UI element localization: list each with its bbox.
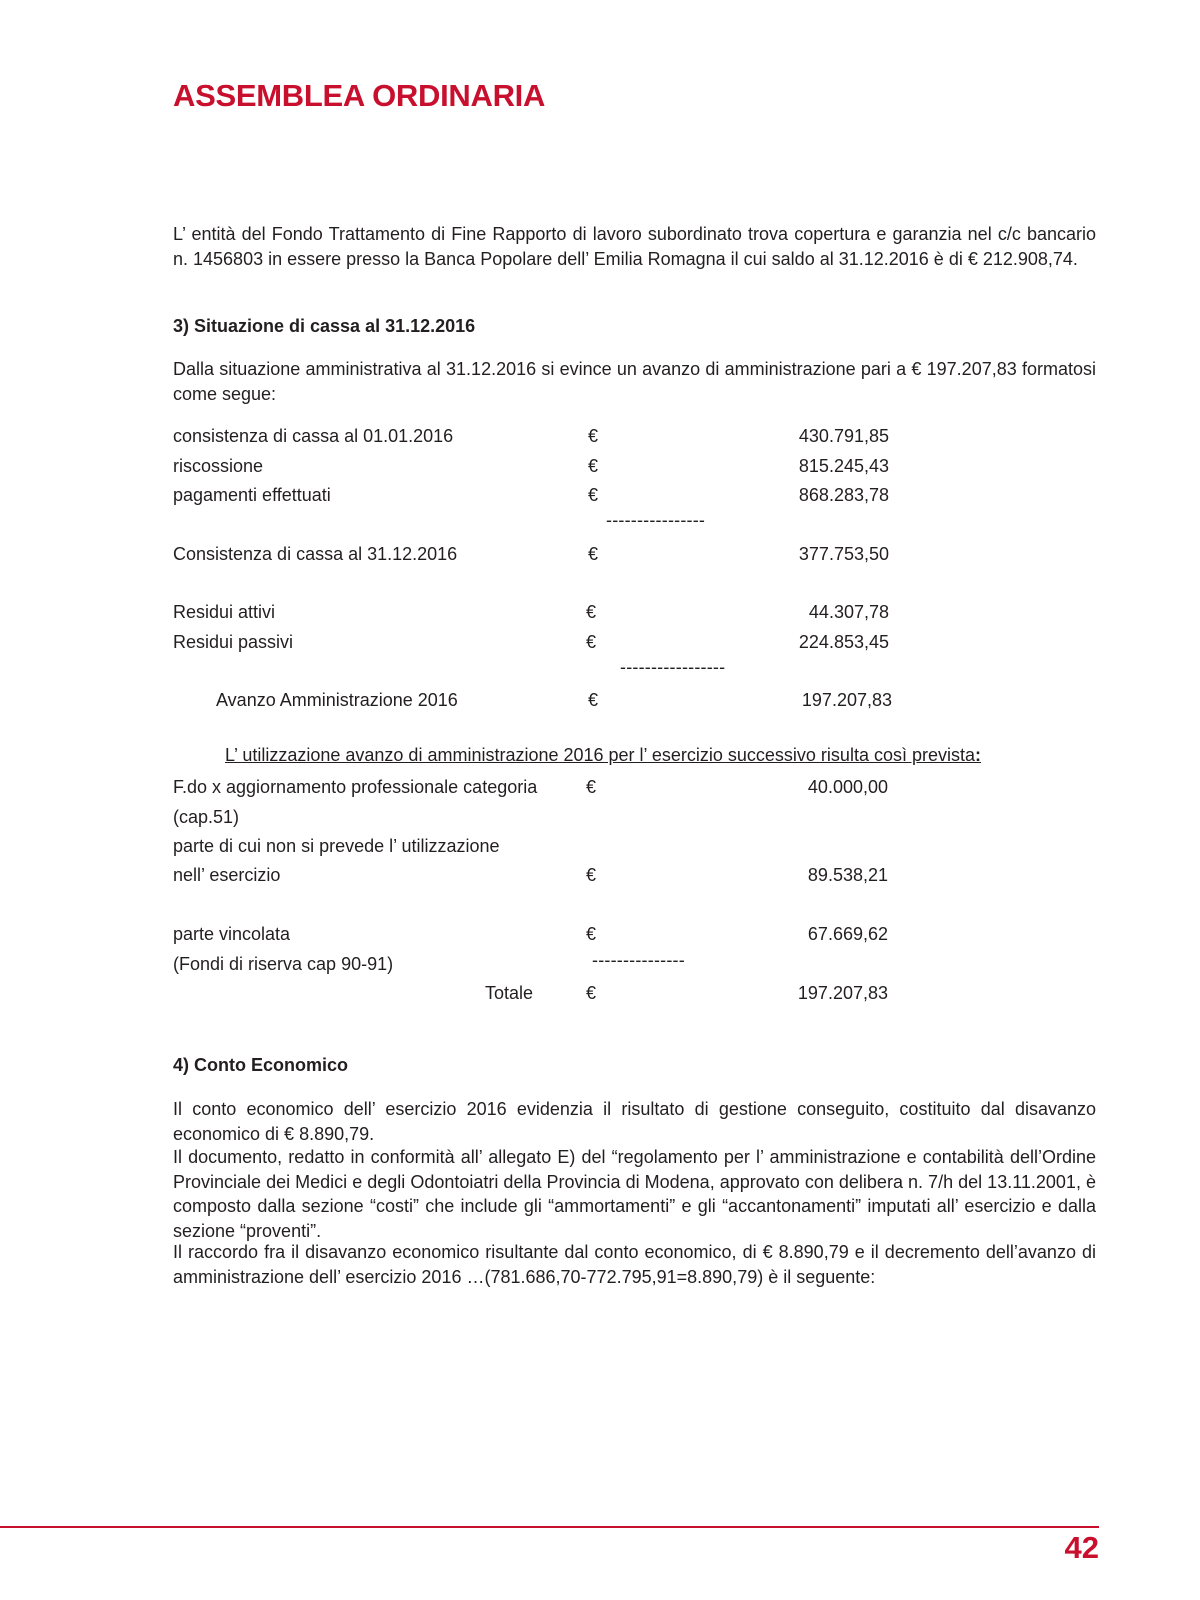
section-4-paragraph-1: Il conto economico dell’ esercizio 2016 evidenzia il risultato di gestione conseguito, costituito dal disavanzo economico di € 8.890,79. [173,1099,1096,1144]
row-label: Totale [485,983,534,1003]
currency-symbol: € [586,924,597,944]
row-label: Residui attivi [173,602,276,622]
row-label: Consistenza di cassa al 31.12.2016 [173,544,458,564]
row-amount: 197.207,83 [797,983,888,1003]
separator-line: --------------- [592,950,685,970]
section-4-paragraph-2: Il documento, redatto in conformità all’ allegato E) del “regolamento per l’ amministrazione e contabilità dell’Ordine Provinciale dei Medici e degli Odontoiatri della Provincia di Modena, approvato con delibera n. 7/h del 13.11.2001, è composto dalla sezione “costi” che include gli “ammortamenti” e gli “accantonamenti” imputati all’ esercizio e dalla sezione “proventi”. [173,1147,1096,1241]
currency-symbol: € [586,865,597,885]
row-label: parte vincolata [173,924,291,944]
row-label: pagamenti effettuati [173,485,331,505]
row-label: (cap.51) [173,807,240,827]
row-amount: 44.307,78 [808,602,889,622]
section-4-paragraph-3: Il raccordo fra il disavanzo economico risultante dal conto economico, di € 8.890,79 e il decremento dell’avanzo di amministrazione dell’ esercizio 2016 …(781.686,70-772.795,91=8.890,79) è il seguente: [173,1242,1096,1287]
row-amount: 67.669,62 [807,924,888,944]
row-label: Residui passivi [173,632,294,652]
currency-symbol: € [586,632,597,652]
separator-line: ---------------- [606,510,706,530]
row-amount: 868.283,78 [798,485,889,505]
row-label: nell’ esercizio [173,865,281,885]
currency-symbol: € [586,777,597,797]
footer-divider [0,1526,1099,1528]
currency-symbol: € [588,426,599,446]
row-amount: 197.207,83 [801,690,892,710]
row-amount: 224.853,45 [798,632,889,652]
row-label: (Fondi di riserva cap 90-91) [173,954,394,974]
section-4-heading: 4) Conto Economico [173,1055,348,1075]
utilizzo-heading [173,745,1033,766]
currency-symbol: € [588,485,599,505]
row-label: consistenza di cassa al 01.01.2016 [173,426,454,446]
row-label: Avanzo Amministrazione 2016 [216,690,458,710]
intro-paragraph: L’ entità del Fondo Trattamento di Fine Rapporto di lavoro subordinato trova copertura e garanzia nel c/c bancario n. 1456803 in essere presso la Banca Popolare dell’ Emilia Romagna il cui saldo al 31.12.2016 è di € 212.908,74. [173,224,1096,269]
separator-line: ----------------- [620,657,726,677]
currency-symbol: € [588,690,599,710]
currency-symbol: € [586,602,597,622]
currency-symbol: € [586,983,597,1003]
currency-symbol: € [588,456,599,476]
page-number: 42 [1064,1530,1099,1565]
row-label: riscossione [173,456,264,476]
currency-symbol: € [588,544,599,564]
row-amount: 377.753,50 [798,544,889,564]
row-label: F.do x aggiornamento professionale categoria [173,777,538,797]
row-label: parte di cui non si prevede l’ utilizzazione [173,836,500,856]
utilizzo-heading-text: L’ utilizzazione avanzo di amministrazione 2016 per l’ esercizio successivo risulta così prevista [224,745,975,765]
row-amount: 430.791,85 [798,426,889,446]
page-title: ASSEMBLEA ORDINARIA [173,78,546,113]
section-3-paragraph: Dalla situazione amministrativa al 31.12.2016 si evince un avanzo di amministrazione pari a € 197.207,83 formatosi come segue: [173,359,1096,404]
row-amount: 815.245,43 [798,456,889,476]
utilizzo-heading-colon: : [975,745,981,765]
section-3-heading: 3) Situazione di cassa al 31.12.2016 [173,316,476,336]
row-amount: 40.000,00 [807,777,888,797]
row-amount: 89.538,21 [807,865,888,885]
